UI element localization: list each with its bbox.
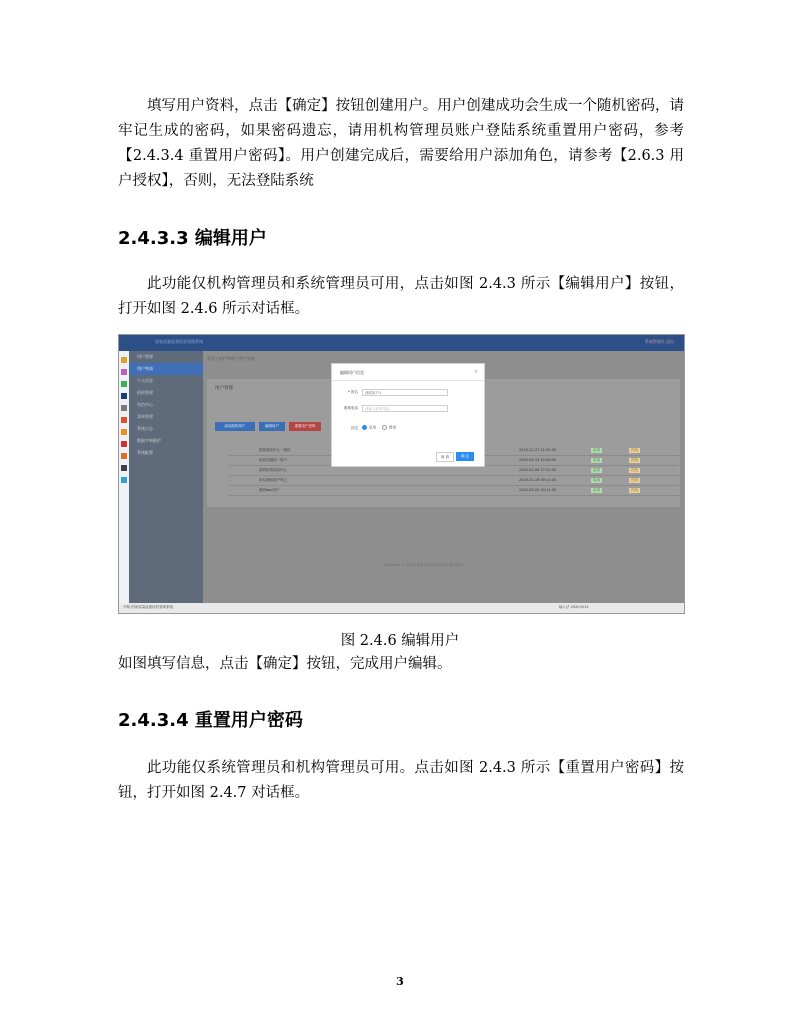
taskbar-left: 开始 国家质量监督检验管理系统 [123, 605, 174, 609]
create-date: 2019-12-27 11:00:00 [519, 448, 557, 452]
dialog-title: 编辑用户信息 [340, 370, 364, 375]
reset-password-button[interactable]: 重置用户密码 [289, 422, 321, 431]
sidebar-item[interactable]: 数据字典维护 [137, 438, 161, 443]
app-icon [121, 441, 127, 447]
online-badge: 在线 [631, 478, 638, 482]
radio-empty-icon [382, 425, 387, 430]
paragraph-create-user: 填写用户资料，点击【确定】按钮创建用户。用户创建成功会生成一个随机密码，请牢记生成的密码，如果密码遗忘，请用机构管理员账户登陆系统重置用户密码，参考【2.4.3.4 重置用户密码】。用户创建完成后，需要给用户添加角色，请参考【2.6.3 用户授权】，否则，无法登陆系统 [118, 98, 684, 189]
sidebar-item[interactable]: 机构管理 [137, 390, 153, 395]
phone-input[interactable]: 请输入联系电话 [362, 405, 448, 412]
app-icon [121, 453, 127, 459]
app-icon [121, 417, 127, 423]
sidebar-item[interactable]: 系统日志 [137, 426, 153, 431]
name-label: * 姓名 [348, 390, 358, 394]
icon-strip [119, 351, 129, 603]
confirm-button[interactable]: 确 定 [456, 452, 474, 461]
app-icon [121, 393, 127, 399]
add-user-button[interactable]: 添加机构用户 [215, 422, 255, 431]
status-badge: 启用 [593, 488, 600, 492]
sidebar-item[interactable]: 角色中心 [137, 402, 153, 407]
os-taskbar [119, 603, 684, 613]
paragraph-edit-complete: 如图填写信息，点击【确定】按钮，完成用户编辑。 [118, 656, 452, 672]
table-row[interactable] [229, 467, 679, 476]
edit-user-screenshot [118, 334, 685, 614]
radio-selected-icon [362, 425, 367, 430]
dialog-divider [332, 380, 484, 381]
app-icon [121, 357, 127, 363]
name-input[interactable]: 测试用户1 [362, 389, 448, 396]
figure-caption: 图 2.4.6 编辑用户 [340, 633, 460, 649]
heading-edit-user: 2.4.3.3 编辑用户 [118, 228, 267, 249]
status-enabled-radio[interactable] [362, 425, 376, 431]
edit-user-button[interactable]: 编辑用户 [259, 422, 285, 431]
online-badge: 在线 [631, 468, 638, 472]
page-number: 3 [396, 975, 404, 988]
app-sidebar [129, 351, 203, 603]
cancel-button[interactable]: 取 消 [436, 452, 454, 462]
sidebar-item[interactable]: 用户管理 [137, 354, 153, 359]
breadcrumb: 首页 / 用户管理 / 用户列表 [207, 356, 255, 361]
sidebar-item[interactable]: 个人信息 [137, 378, 153, 383]
app-icon [121, 405, 127, 411]
app-icon [121, 477, 127, 483]
status-badge: 启用 [593, 468, 600, 472]
user-name: 测试abc用户 [259, 488, 280, 492]
create-date: 2020-04-15 10:30:00 [519, 458, 557, 462]
status-badge: 启用 [593, 458, 600, 462]
table-row[interactable] [229, 477, 679, 486]
app-icon [121, 381, 127, 387]
online-badge: 在线 [631, 458, 638, 462]
taskbar-right: 输入法 2020/5/15 [559, 605, 589, 609]
sidebar-item[interactable]: 菜单管理 [137, 414, 153, 419]
online-badge: 在线 [631, 448, 638, 452]
create-date: 2020-05-15 09:11:00 [519, 488, 557, 492]
status-enabled-label: 启用 [369, 425, 376, 430]
sidebar-item[interactable]: 用户列表 [129, 363, 203, 375]
heading-reset-password: 2.4.3.4 重置用户密码 [118, 710, 303, 731]
edit-user-dialog [331, 363, 485, 467]
app-icon [121, 465, 127, 471]
card-title: 用户管理 [215, 386, 233, 391]
status-disabled-radio[interactable] [382, 425, 396, 431]
user-name: 测试机构检验中心 [259, 468, 287, 472]
online-badge: 在线 [631, 488, 638, 492]
create-date: 2020-01-06 17:22:00 [519, 468, 557, 472]
status-disabled-label: 禁用 [389, 425, 396, 430]
user-name: 国家质检中心一测试 [259, 448, 291, 452]
close-icon[interactable]: × [473, 369, 478, 375]
app-title: 国家质量监督检验管理系统 [155, 339, 203, 344]
status-badge: 启用 [593, 448, 600, 452]
create-date: 2020-01-16 09:11:00 [519, 478, 557, 482]
app-icon [121, 429, 127, 435]
sidebar-item[interactable]: 系统配置 [137, 450, 153, 455]
user-name: 单位测试用户甲乙 [259, 478, 287, 482]
paragraph-edit-user-intro: 此功能仅机构管理员和系统管理员可用，点击如图 2.4.3 所示【编辑用户】按钮，打开如图 2.4.6 所示对话框。 [118, 276, 684, 317]
user-name: 检验员测试一用户 [259, 458, 287, 462]
status-label: 状态 [351, 426, 358, 430]
topbar-user: 系统管理员 退出 [644, 339, 674, 344]
app-topbar [119, 335, 684, 351]
app-icon [121, 369, 127, 375]
table-row[interactable] [229, 487, 679, 496]
phone-label: 联系电话 [344, 406, 358, 410]
footer-copyright: Copyright © 国家质量监督检验管理系统 版权所有 [383, 563, 463, 567]
paragraph-reset-password-intro: 此功能仅系统管理员和机构管理员可用。点击如图 2.4.3 所示【重置用户密码】按钮，打开如图 2.4.7 对话框。 [118, 760, 684, 801]
status-badge: 启用 [593, 478, 600, 482]
